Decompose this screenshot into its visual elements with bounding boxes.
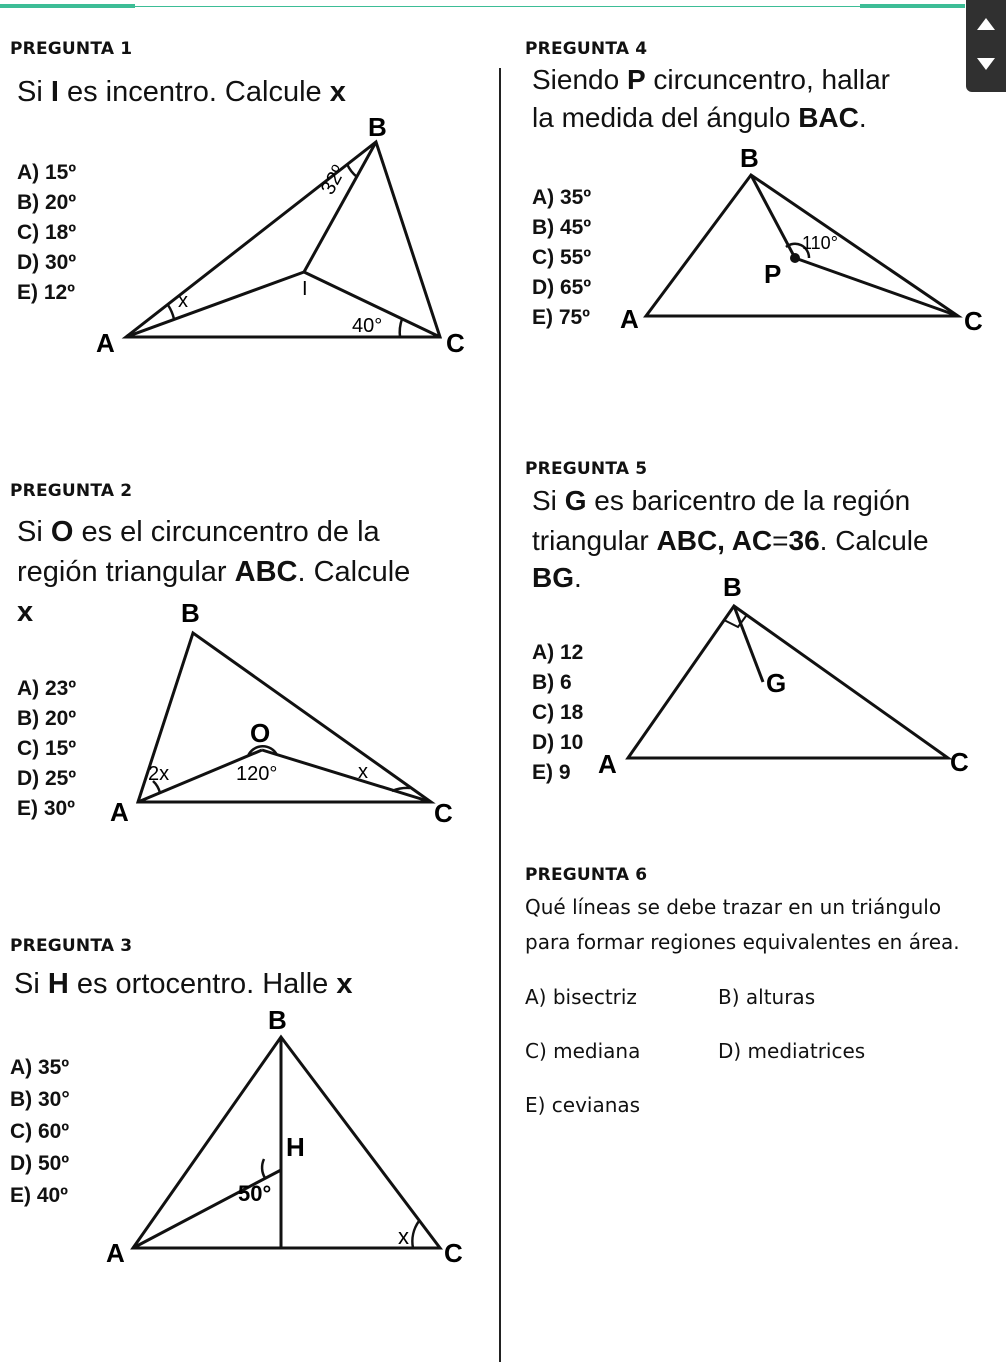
q5-option-b[interactable]: B) 6: [532, 671, 572, 694]
q2-option-d[interactable]: D) 25º: [17, 767, 77, 790]
q5-statement-line2: triangular ABC, AC=36. Calcule: [532, 525, 929, 556]
q1-bisector-b: [304, 142, 376, 272]
q2-statement-line2: región triangular ABC. Calcule: [17, 556, 411, 588]
q1-label-c: C: [446, 328, 465, 358]
q3-option-c[interactable]: C) 60º: [10, 1120, 70, 1143]
q4-label-c: C: [964, 306, 983, 336]
q3-arc-c: [412, 1221, 419, 1248]
q4-point-p: [790, 253, 800, 263]
q6-statement-line1: Qué líneas se debe trazar en un triángulo: [525, 895, 942, 919]
q2-option-a[interactable]: A) 23º: [17, 677, 77, 700]
q2-angle-c: x: [358, 761, 368, 783]
q4-label-b: B: [740, 143, 759, 173]
q4-segment-pc: [795, 258, 958, 316]
q6-option-c[interactable]: C) mediana: [525, 1039, 641, 1063]
q2-statement-line3: x: [17, 596, 34, 628]
q4-option-c[interactable]: C) 55º: [532, 246, 592, 269]
q3-option-e[interactable]: E) 40º: [10, 1184, 68, 1207]
q1-figure: [0, 0, 500, 370]
q5-statement-line1: Si G es baricentro de la región: [532, 485, 911, 516]
q5-option-d[interactable]: D) 10: [532, 731, 584, 754]
q2-statement-line1: Si O es el circuncentro de la: [17, 516, 380, 548]
q1-option-d[interactable]: D) 30º: [17, 251, 77, 274]
q5-figure: [500, 560, 1006, 800]
q3-angle-c: x: [398, 1224, 409, 1249]
q4-label-a: A: [620, 304, 639, 334]
q4-figure: [500, 0, 1006, 360]
q3-label-b: B: [268, 1005, 287, 1035]
q4-option-b[interactable]: B) 45º: [532, 216, 592, 239]
q3-label-c: C: [444, 1238, 463, 1268]
q1-arc-a: [168, 305, 174, 319]
q5-option-e[interactable]: E) 9: [532, 761, 571, 784]
q2-triangle: [138, 633, 431, 802]
q2-option-c[interactable]: C) 15º: [17, 737, 77, 760]
q2-label-o: O: [250, 718, 271, 748]
q5-label-c: C: [950, 747, 969, 777]
q4-statement-line2: la medida del ángulo BAC.: [532, 102, 867, 133]
q2-heading: PREGUNTA 2: [10, 481, 133, 501]
q2-angle-o: 120°: [236, 763, 278, 785]
q3-option-a[interactable]: A) 35º: [10, 1056, 70, 1079]
q3-option-b[interactable]: B) 30°: [10, 1088, 70, 1111]
q3-heading: PREGUNTA 3: [10, 936, 133, 956]
q3-label-a: A: [106, 1238, 125, 1268]
q1-label-i: I: [302, 278, 308, 300]
q3-option-d[interactable]: D) 50º: [10, 1152, 70, 1175]
q2-segment-oc: [262, 750, 431, 802]
q1-option-a[interactable]: A) 15º: [17, 161, 77, 184]
q5-triangle: [628, 606, 948, 758]
q3-arc-h: [262, 1159, 265, 1178]
q3-statement: Si H es ortocentro. Halle x: [14, 968, 353, 1000]
q1-label-b: B: [368, 112, 387, 142]
q1-angle-a: x: [178, 290, 188, 312]
q4-heading: PREGUNTA 4: [525, 39, 648, 59]
q3-angle-h: 50°: [238, 1181, 272, 1206]
q4-angle-p: 110°: [802, 233, 838, 253]
q3-label-h: H: [286, 1132, 305, 1162]
q4-option-d[interactable]: D) 65º: [532, 276, 592, 299]
q5-option-c[interactable]: C) 18: [532, 701, 584, 724]
q2-label-c: C: [434, 798, 453, 828]
q2-label-b: B: [181, 598, 200, 628]
q2-figure: [0, 590, 500, 840]
q6-heading: PREGUNTA 6: [525, 865, 648, 885]
q1-statement: Si I es incentro. Calcule x: [17, 76, 346, 108]
q5-label-g: G: [766, 668, 787, 698]
q4-option-e[interactable]: E) 75º: [532, 306, 590, 329]
q2-option-b[interactable]: B) 20º: [17, 707, 77, 730]
q6-option-a[interactable]: A) bisectriz: [525, 985, 637, 1009]
q5-heading: PREGUNTA 5: [525, 459, 648, 479]
q1-bisector-a: [126, 272, 304, 337]
q1-option-e[interactable]: E) 12º: [17, 281, 75, 304]
q5-option-a[interactable]: A) 12: [532, 641, 584, 664]
q1-option-b[interactable]: B) 20º: [17, 191, 77, 214]
q6-option-e[interactable]: E) cevianas: [525, 1093, 641, 1117]
q6-option-b[interactable]: B) alturas: [718, 985, 816, 1009]
q4-statement-line1: Siendo P circuncentro, hallar: [532, 64, 890, 95]
q1-angle-c: 40°: [352, 315, 383, 337]
q1-heading: PREGUNTA 1: [10, 39, 133, 59]
q1-option-c[interactable]: C) 18º: [17, 221, 77, 244]
q2-option-e[interactable]: E) 30º: [17, 797, 75, 820]
q3-figure: [0, 1000, 500, 1290]
q1-triangle: [126, 142, 440, 337]
q1-angle-b: 32º: [316, 161, 351, 199]
q1-arc-c: [400, 319, 402, 337]
q6-statement-line2: para formar regiones equivalentes en área.: [525, 930, 960, 954]
q6-option-d[interactable]: D) mediatrices: [718, 1039, 866, 1063]
q4-option-a[interactable]: A) 35º: [532, 186, 592, 209]
q5-statement-line3: BG.: [532, 562, 582, 593]
q5-label-a: A: [598, 749, 617, 779]
q4-label-p: P: [764, 259, 782, 289]
q2-arc-c: [392, 788, 410, 791]
q2-label-a: A: [110, 797, 129, 827]
q1-label-a: A: [96, 328, 115, 358]
q5-label-b: B: [723, 572, 742, 602]
q2-angle-a: 2x: [148, 763, 170, 785]
